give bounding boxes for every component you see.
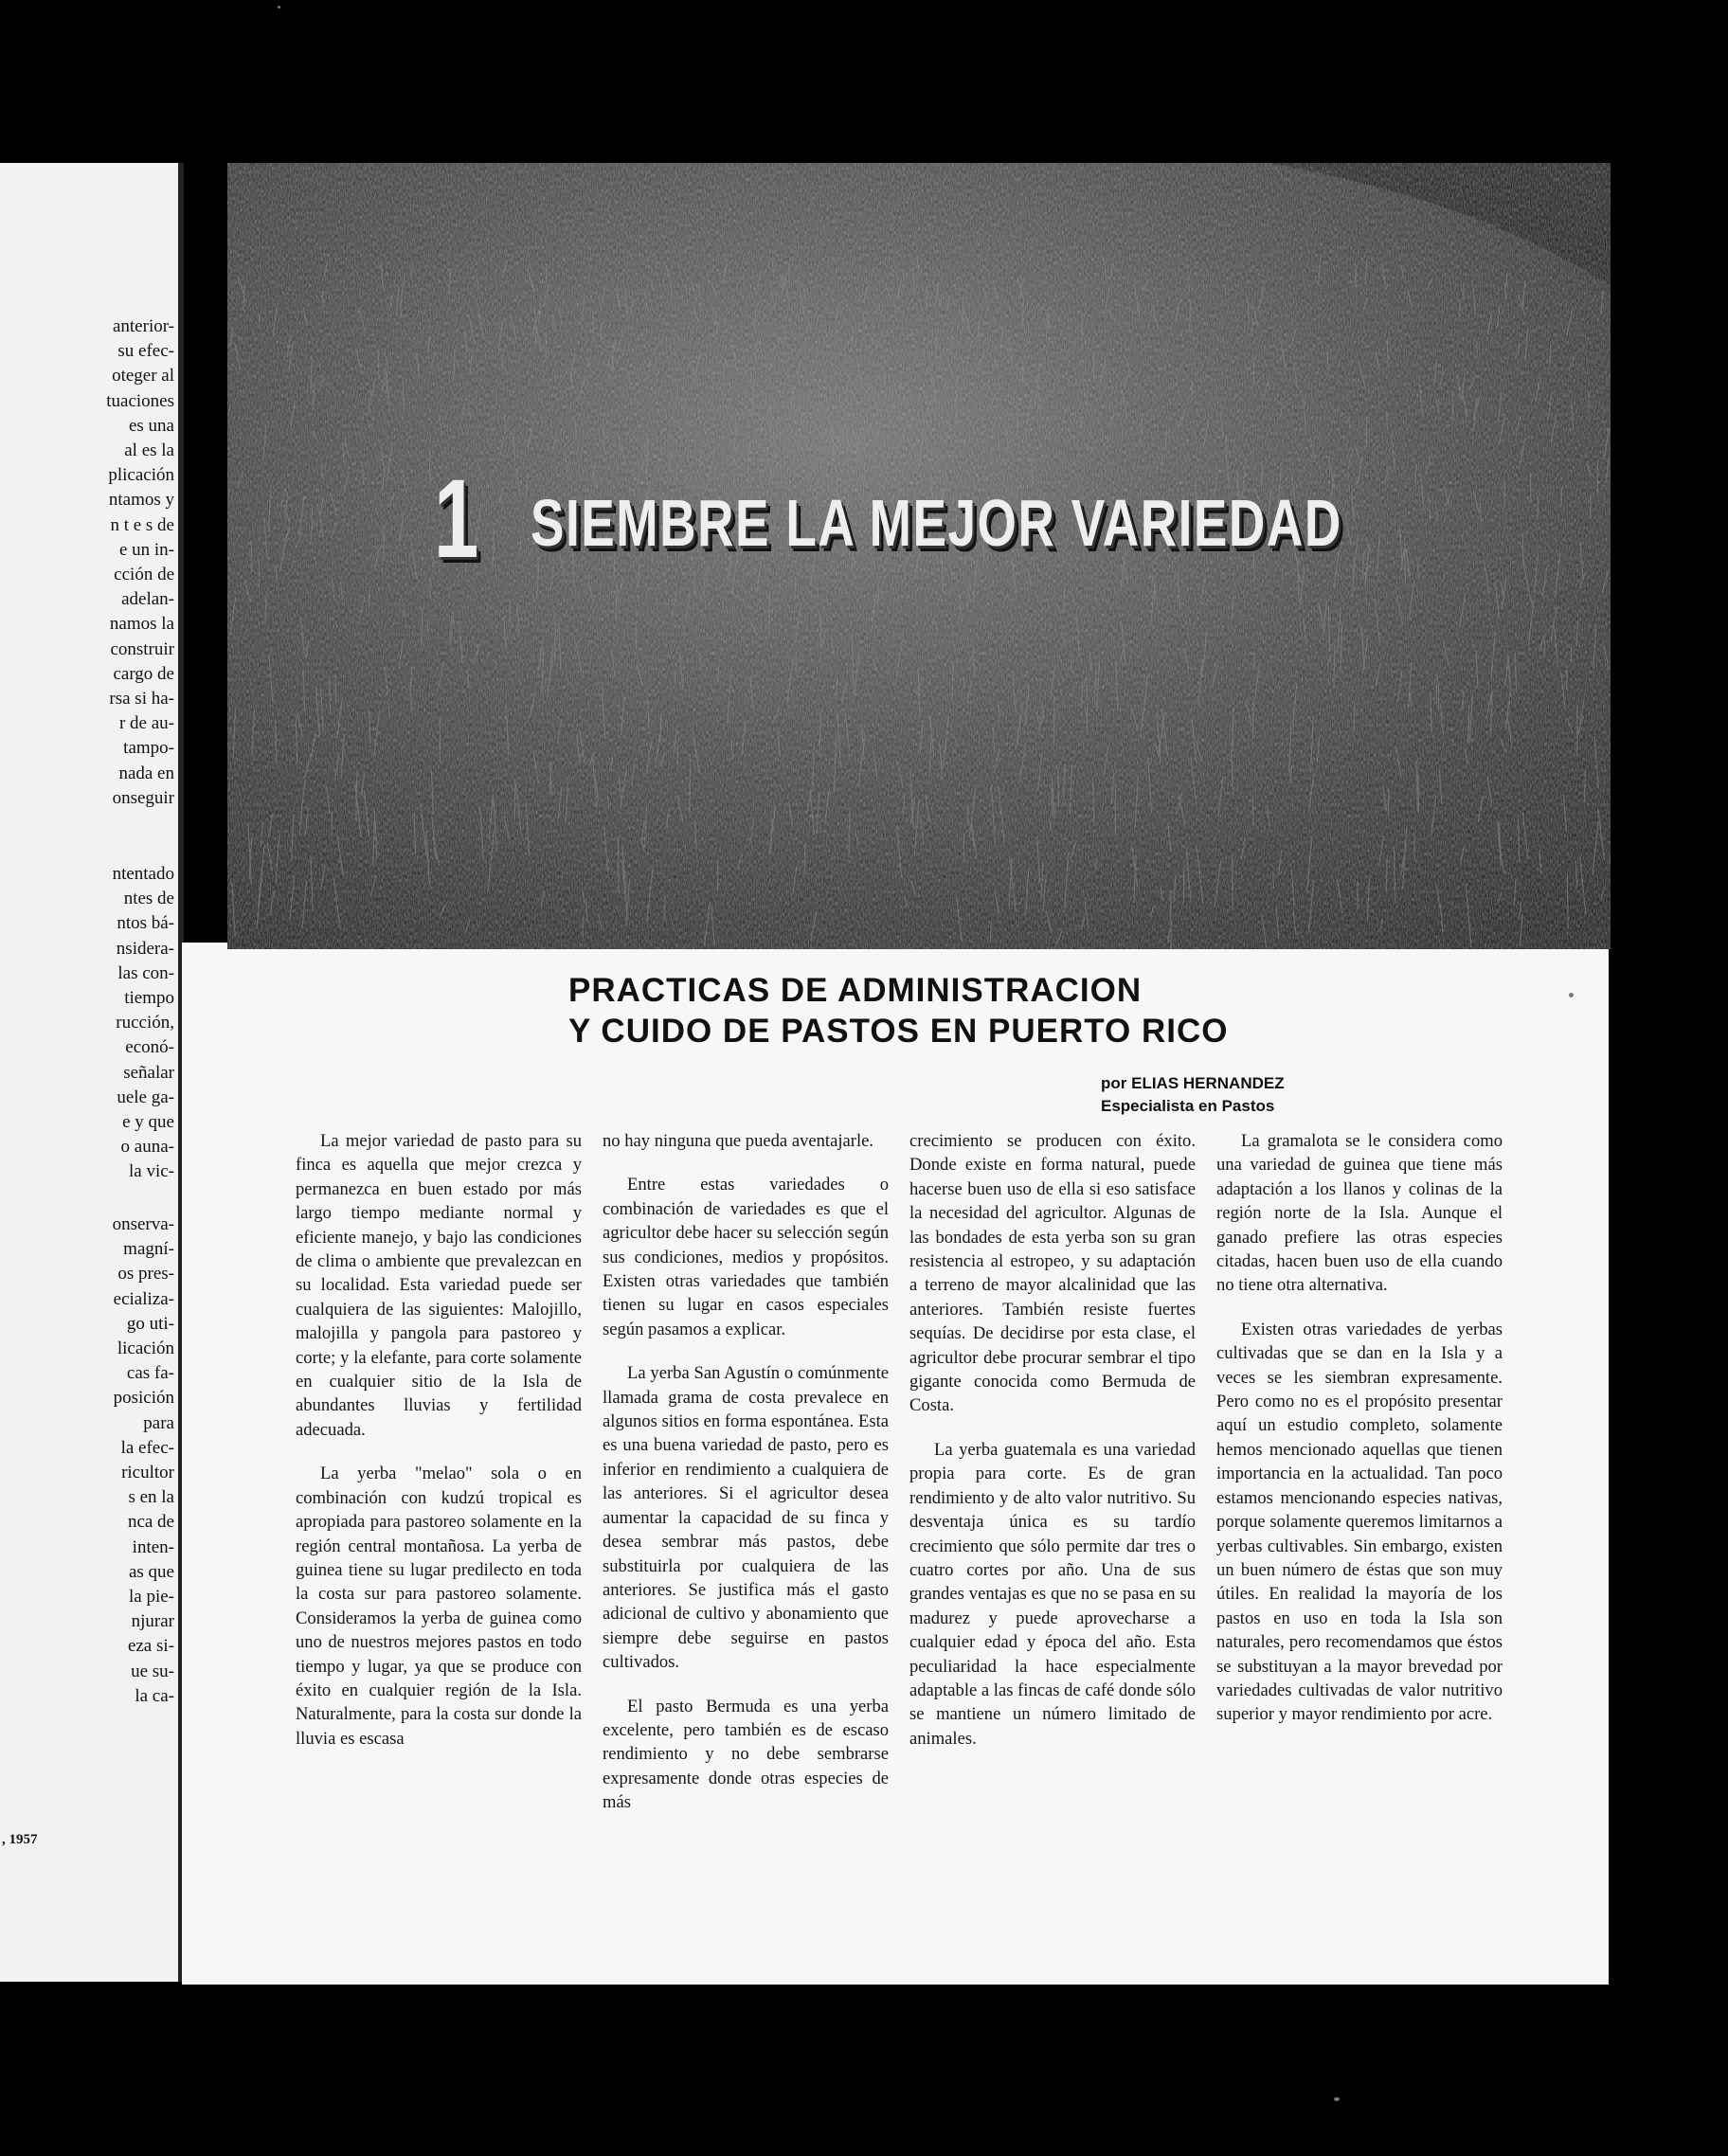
paragraph: no hay ninguna que pueda aventajarle. [603, 1131, 874, 1151]
left-page-line: eza si- [127, 1636, 174, 1657]
left-page-line: construir [110, 638, 174, 659]
text-column-2 [603, 1129, 889, 1835]
left-page-line: tiempo [124, 988, 174, 1008]
left-page-line: cargo de [113, 663, 174, 684]
paragraph: La gramalota se le considera como una variedad de guinea que tiene más adaptación a los llanos y colinas de la región norte de la Isla. Aunque el ganado prefiere las otras especies citadas, hacen buen uso de ella cuando no tiene otra alternativa. [1216, 1131, 1503, 1296]
text-column-3 [909, 1129, 1196, 1770]
left-page [0, 163, 182, 1982]
scan-speck [1334, 2097, 1340, 2101]
left-page-footer: , 1957 [2, 1832, 38, 1847]
left-page-line: e un in- [118, 539, 174, 560]
left-page-line: r de au- [118, 713, 174, 734]
byline-role: Especialista en Pastos [1101, 1097, 1275, 1115]
left-page-line: rsa si ha- [109, 689, 174, 709]
left-page-line: as que [128, 1561, 174, 1582]
left-page-line: os pres- [117, 1264, 174, 1285]
article-title [568, 970, 1421, 1051]
left-page-line: anterior- [112, 316, 174, 336]
left-page-line: nada en [118, 763, 174, 783]
paragraph: La yerba San Agustín o comúnmente llamada grama de costa prevalece en algunos sitios en forma espontánea. Esta es una buena variedad de pasto, pero es inferior en rendimiento a cualquiera de las anteriores. Si el agricultor desea aumentar la capacidad de su finca y desea sembrar más pastos, debe substituirla por cualquiera de las anteriores. Se justifica más el gasto adicional de cultivo y abonamiento que siempre debe seguirse en pastos cultivados. [603, 1363, 889, 1673]
paragraph: Existen otras variedades de yerbas cultivadas que se dan en la Isla y a veces se les siembran expresamente. Pero como no es el propósito presentar aquí un estudio completo, solamente hemos mencionado aquellas que tienen importancia en la actualidad. Tan poco estamos mencionando especies nativas, porque solamente queremos limitarnos a yerbas cultivables. Sin embargo, existen un buen número de éstas que son muy útiles. En realidad la mayoría de los pastos en uso en toda la Isla son naturales, pero recomendamos que éstos se substituyan a la mayor brevedad por variedades cultivadas de valor nutritivo superior y mayor rendimiento por acre. [1216, 1319, 1503, 1725]
left-page-line: inten- [132, 1536, 174, 1557]
left-page-line: ue su- [131, 1661, 174, 1681]
paragraph: Entre estas variedades o combinación de variedades es que el agricultor debe hacer su selección según sus condiciones, medios y propósitos. Existen otras variedades que también tienen su lugar en casos especiales según pasamos a explicar. [603, 1175, 889, 1339]
left-page-line: go uti- [126, 1313, 174, 1334]
text-column-1 [296, 1129, 582, 1770]
left-page-line: nsidera- [116, 938, 174, 959]
byline-author: por ELIAS HERNANDEZ [1101, 1074, 1285, 1092]
left-page-line: namos la [109, 614, 174, 635]
left-page-line: n t e s de [110, 514, 174, 535]
left-page-line: uele ga- [117, 1087, 174, 1107]
left-page-line: señalar [123, 1062, 174, 1083]
left-page-line: adelan- [121, 589, 174, 610]
left-page-line: onserva- [112, 1214, 174, 1234]
left-page-line: njurar [131, 1611, 174, 1632]
left-page-line: magní- [123, 1239, 174, 1260]
left-page-line: s en la [128, 1487, 174, 1508]
left-page-line: econó- [125, 1037, 174, 1058]
scan-speck [1569, 993, 1574, 997]
left-page-line: ntes de [123, 889, 174, 909]
left-page-line: tuaciones [106, 390, 174, 411]
left-page-line: e y que [122, 1112, 174, 1132]
left-page-line: oteger al [112, 366, 174, 386]
scan-speck [278, 6, 280, 9]
text-column-4 [1216, 1129, 1503, 1747]
paragraph: La mejor variedad de pasto para su finca es aquella que mejor crezca y permanezca en buen estado por más largo tiempo mediante normal y eficiente manejo, y bajo las condiciones de clima o ambiente que prevalezcan en su localidad. Esta variedad puede ser cualquiera de las siguientes: Malojillo, malojilla y pangola para pastoreo y corte; y la elefante, para corte solamente en cualquier sitio de la Isla de abundantes lluvias y fertilidad adecuada. [296, 1131, 582, 1440]
left-page-line: nca de [127, 1512, 174, 1533]
left-page-line: para [143, 1412, 174, 1433]
left-page-line: la ca- [135, 1685, 174, 1706]
left-page-line: es una [128, 415, 174, 436]
left-page-line: tampo- [123, 738, 174, 759]
left-page-line: posición [113, 1388, 174, 1409]
article-title-line-2: Y CUIDO DE PASTOS EN PUERTO RICO [568, 1013, 1229, 1050]
left-page-line: las con- [117, 962, 174, 983]
left-page-line: ntos bá- [117, 913, 174, 934]
left-page-line: o auna- [120, 1137, 174, 1158]
article-title-line-1: PRACTICAS DE ADMINISTRACION [568, 972, 1143, 1009]
left-page-line: al es la [124, 440, 174, 460]
left-page-line: rucción, [116, 1013, 174, 1033]
left-page-line: ntentado [112, 864, 174, 884]
left-page-line: ricultor [121, 1463, 174, 1482]
paragraph: La yerba guatemala es una variedad propia para corte. Es de gran rendimiento y de alto valor nutritivo. Su desventaja única es su tardío crecimiento que sólo permite dar tres o cuatro cortes por año. Una de sus grandes ventajas es que no se pasa en su madurez y puede aprovecharse a cualquier edad y época del año. Esta peculiaridad la hace especialmente adaptable a las fincas de café donde sólo se mantiene un número limitado de animales. [909, 1439, 1197, 1749]
left-page-line: licación [117, 1339, 174, 1358]
left-page-line: plicación [108, 465, 174, 486]
left-page-line: la efec- [120, 1437, 174, 1458]
left-page-line: la vic- [128, 1161, 174, 1182]
section-number: 1 [434, 457, 479, 582]
photo-heading [426, 457, 1525, 585]
left-page-line: ntamos y [108, 490, 174, 511]
left-page-line: cas fa- [126, 1363, 174, 1384]
left-page-line: la pie- [128, 1587, 174, 1607]
paragraph: crecimiento se producen con éxito. Donde existe en forma natural, puede hacerse buen uso de ella si eso satisface la necesidad del agricultor. Algunas de las bondades de esta yerba son su gran resistencia al estropeo, y su adaptación a terreno de mayor alcalinidad que las anteriores. También resiste fuertes sequías. De decidirse por esta clase, el agricultor debe procurar sembrar el tipo gigante conocida como Bermuda de Costa. [909, 1131, 1196, 1416]
section-heading: SIEMBRE LA MEJOR VARIEDAD [531, 486, 1342, 560]
byline [1101, 1072, 1285, 1118]
left-page-line: cción de [114, 565, 174, 584]
left-page-line: onseguir [112, 787, 174, 808]
left-page-line: su efec- [117, 341, 174, 362]
paragraph: La yerba "melao" sola o en combinación con kudzú tropical es apropiada para pastoreo solamente en la región central montañosa. La yerba de guinea tiene su lugar predilecto en toda la costa sur para pastoreo solamente. Consideramos la yerba de guinea como uno de nuestros mejores pastos en todo tiempo y lugar, ya que se produce con éxito en cualquier región de la Isla. Naturalmente, para la costa sur donde la lluvia es escasa [296, 1464, 582, 1749]
paragraph: El pasto Bermuda es una yerba excelente, pero también es de escaso rendimiento y no debe sembrarse expresamente donde otras especies de más [603, 1696, 889, 1813]
left-page-line: ecializa- [113, 1288, 174, 1309]
